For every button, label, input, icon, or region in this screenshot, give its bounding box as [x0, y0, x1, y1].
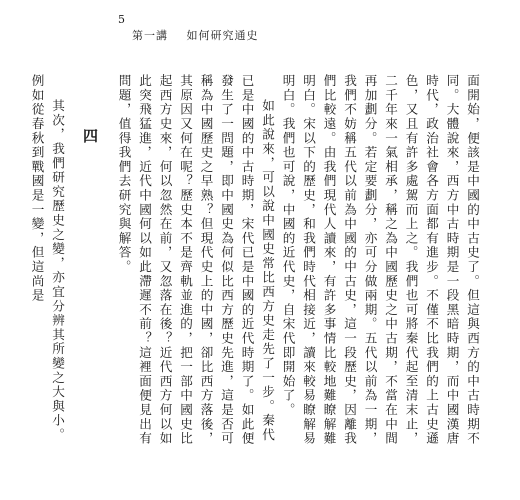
- paragraph: 面開始，便該是中國的中古史了。但這與西方的中古時期不同。大體說來，西方中古時期是一段黑暗時期，而中國漢唐時代，政治社會各方面都有進步。不僅不比我們的上古史遜色，又且有許多處駕而上之。我們也可將秦代起至清末止，二千年來一氣相承，稱之為中國歷史之中古期，不當在中間再加劃分。若定要劃分，亦可分做兩期。五代以前為一期，我們不妨稱五代以前為中國的中古史，這一段歷史，因離我們比較遠。由我們現代人讀來，有許多事情比較地難瞭解難明白。宋以下的歷史，和我們時代相接近，讀來較易瞭解易明白。我們也可說，中國的近代史，自宋代即開始了。: [280, 74, 480, 446]
- paragraph: 其次，我們研究歷史之變，亦宜分辨其所變之大與小。例如從春秋到戰國是一變，但這尚是: [29, 74, 65, 443]
- running-head: [132, 30, 259, 42]
- page-number: 5: [118, 13, 125, 26]
- paragraph: 如此說來，可以說中國史常比西方史走先了一步。秦代已是中國的中古時期，宋代已是中國的近代時期了。如此便發生了一問題，即中國史為何似比西方歷史先進，這是否可稱為中國歷史之早熟？但現代史上的中國，卻比西方落後，其原因又何在呢？歷史本不是齊軌並進的，把一部中國史比起西方史來，何以忽然在前，又忽落在後？近代西方何以如此突飛猛進，近代中國何以如此滯遲不前？這裡面便見出有問題，值得我們去研究與解答。: [116, 74, 275, 446]
- section-number: 四: [81, 128, 99, 145]
- chapter-label: 第一講: [132, 29, 168, 42]
- body-text: [26, 74, 482, 454]
- chapter-title: 如何研究通史: [186, 29, 259, 42]
